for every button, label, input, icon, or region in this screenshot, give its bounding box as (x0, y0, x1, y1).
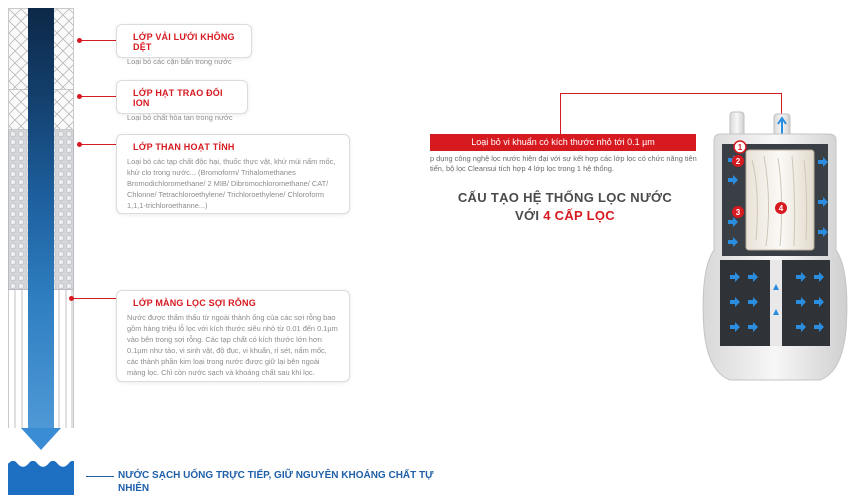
clean-water-icon (8, 455, 74, 495)
housing-label: 2 (735, 157, 741, 166)
outro-connector (86, 476, 114, 477)
layer-card-3 (116, 134, 350, 214)
section-subheading: VỚI 4 CẤP LỌC (515, 208, 615, 223)
outro-text: NƯỚC SẠCH UỐNG TRỰC TIẾP, GIỮ NGUYÊN KHOÁNG CHẤT TỰ NHIÊN (118, 470, 434, 494)
housing-label: 4 (778, 204, 784, 213)
arrow-down-icon (21, 428, 61, 450)
layer-card-4 (116, 290, 350, 382)
layer-title: LỚP VẢI LƯỚI KHÔNG DỆT (133, 32, 235, 52)
filter-housing-illustration (700, 100, 850, 390)
layer-description: Loại bỏ các cặn bẩn trong nước (127, 57, 232, 66)
layer-description: Loại bỏ các tạp chất độc hại, thuốc thực vật, khử mùi nấm mốc, khử clo trong nước... (Bromoform/ Trihalomethanes Bromodichloromethane/ 2 MIB/ Dibromochloromethane/ CAT/ Chlonne/ Tetrachloroethylene/ Trichloroethylene/ Chloroform 1,1,1-trichloroethanne...) (127, 157, 336, 210)
banner: Loại bỏ vi khuẩn có kích thước nhỏ tới 0.1 µm (430, 134, 696, 151)
housing-label: 1 (737, 143, 743, 152)
section-heading: CẤU TẠO HỆ THỐNG LỌC NƯỚC (457, 190, 673, 205)
layer-title: LỚP MÀNG LỌC SỢI RỖNG (133, 298, 256, 308)
housing-label: 3 (735, 208, 741, 217)
layer-description: Nước được thẩm thấu từ ngoài thành ống của các sợi rỗng bao gồm hàng triệu lỗ lọc với kích thước siêu nhỏ từ 0.01 đến 0.1µm vào bên trong sợi rỗng. Các tạp chất có kích thước lớn hơn 0.1µm như tảo, vi sinh vật, độ đục, vi khuẩn, rỉ sét, nấm mốc, các thành phần kim loại trong nước được giữ lại bên ngoài màng lọc. Chỉ còn nước sạch và khoáng chất sau khi lọc. (127, 313, 338, 377)
layer-card-1 (116, 24, 252, 66)
banner-connector-vertical (560, 93, 561, 135)
banner-description: p dụng công nghệ lọc nước hiện đại với sự kết hợp các lớp lọc có chức năng tiên tiến, bộ lọc Cleansui tích hợp 4 lớp lọc trong 1 hệ thống. (430, 154, 697, 173)
water-stream (28, 8, 54, 428)
layer-card-2 (116, 80, 248, 122)
layer-title: LỚP HẠT TRAO ĐỔI ION (133, 88, 223, 108)
layer-title: LỚP THAN HOẠT TÍNH (133, 142, 235, 152)
banner-connector-horizontal (560, 93, 782, 94)
layer-description: Loại bỏ chất hòa tan trong nước (127, 113, 233, 122)
